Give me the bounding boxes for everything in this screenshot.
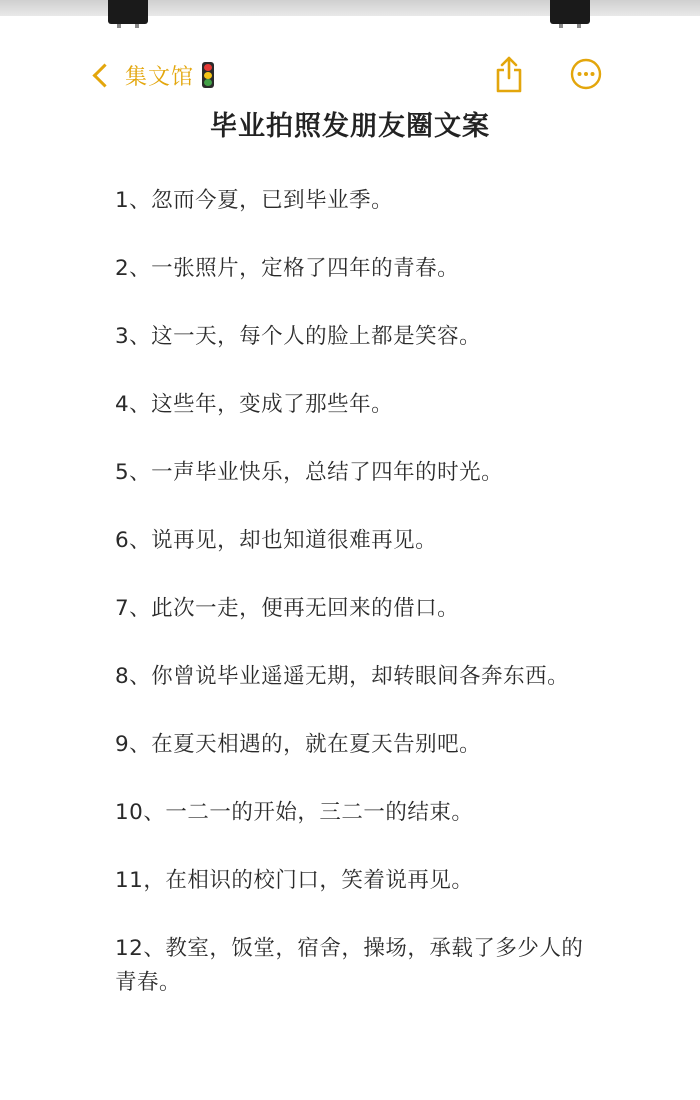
list-item: 6、说再见，却也知道很难再见。 <box>115 528 438 553</box>
binder-clip-icon <box>108 0 148 28</box>
note-title: 毕业拍照发朋友圈文案 <box>210 111 490 142</box>
list-item: 12、教室，饭堂，宿舍，操场，承载了多少人的青春。 <box>115 936 584 995</box>
list-item: 10、一二一的开始，三二一的结束。 <box>115 800 474 825</box>
share-button[interactable] <box>494 54 524 94</box>
nav-bar <box>0 50 700 100</box>
list-item: 9、在夏天相遇的，就在夏天告别吧。 <box>115 732 482 757</box>
note-list <box>115 184 595 1034</box>
chevron-left-icon <box>92 63 116 87</box>
list-item: 11，在相识的校门口，笑着说再见。 <box>115 868 474 893</box>
back-label: 集文馆 <box>125 64 195 90</box>
paper-top-edge <box>0 0 700 16</box>
binder-clip-icon <box>550 0 590 28</box>
list-item: 5、一声毕业快乐，总结了四年的时光。 <box>115 460 504 485</box>
list-item: 4、这些年，变成了那些年。 <box>115 392 394 417</box>
share-icon <box>494 54 524 94</box>
back-button[interactable] <box>90 58 214 92</box>
list-item: 7、此次一走，便再无回来的借口。 <box>115 596 460 621</box>
traffic-light-icon <box>202 62 214 88</box>
more-ellipsis-icon <box>570 58 602 90</box>
list-item: 1、忽而今夏，已到毕业季。 <box>115 188 394 213</box>
list-item: 3、这一天，每个人的脸上都是笑容。 <box>115 324 482 349</box>
more-button[interactable] <box>570 58 602 90</box>
list-item: 2、一张照片，定格了四年的青春。 <box>115 256 460 281</box>
list-item: 8、你曾说毕业遥遥无期，却转眼间各奔东西。 <box>115 664 570 689</box>
